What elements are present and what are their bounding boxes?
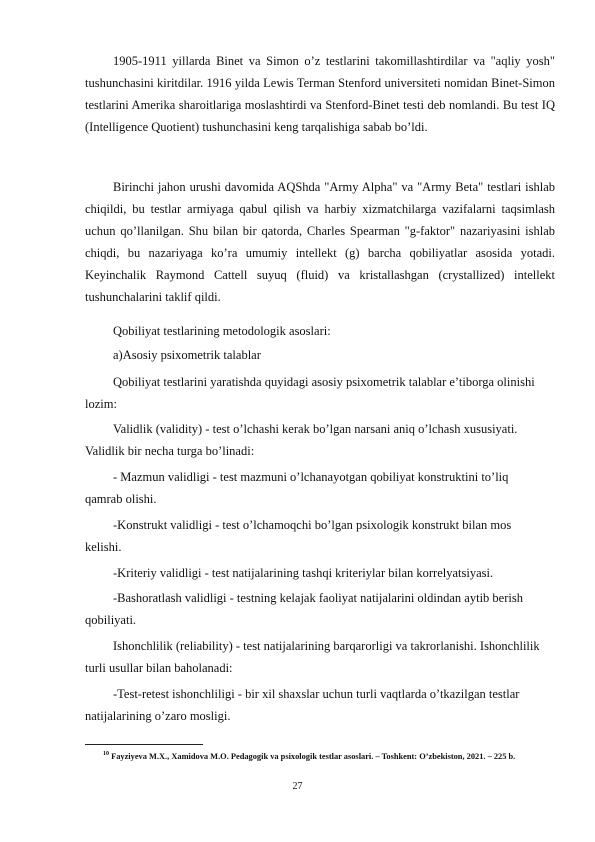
paragraph-army-tests: Birinchi jahon urushi davomida AQShda "Army Alpha" va "Army Beta" testlari ishlab chiqildi, bu testlar armiyaga qabul qilish va harbiy xizmatchilarga vazifalarni taqsimlash uchun qo’llanilgan. Shu bilan bir qatorda, Charles Spearman "g-faktor" nazariyasini ishlab chiqdi, bu nazariyaga ko’ra umumiy intellekt (g) barcha qobiliyatlar asosida yotadi. Keyinchalik Raymond Cattell suyuq (fluid) va kristallashgan (crystallized) intellekt tushunchalarini taklif qildi.	[85, 180, 555, 304]
paragraph-binet-simon: 1905-1911 yillarda Binet va Simon o’z testlarini takomillashtirdilar va "aqliy yosh" tushunchasini kiritdilar. 1916 yilda Lewis Terman Stenford universiteti nomidan Binet-Simon testlarini Amerika sharoitlariga moslashtirdi va Stenford-Binet testi deb nomlandi. Bu test IQ (Intelligence Quotient) tushunchasini keng tarqalishiga sabab bo’ldi.	[85, 54, 555, 134]
paragraph-criterion-validity: -Kriteriy validligi - test natijalarining tashqi kriteriylar bilan korrelyatsiyasi.	[113, 566, 494, 580]
page-number: 27	[292, 781, 303, 792]
footnote-number: 10	[103, 751, 109, 758]
heading-methodological-basis: Qobiliyat testlarining metodologik asoslari:	[113, 324, 331, 338]
paragraph-test-retest: -Test-retest ishonchliligi - bir xil shaxslar uchun turli vaqtlarda o’tkazilgan testlar natijalarining o’zaro mosligi.	[85, 687, 520, 723]
paragraph-requirements-intro: Qobiliyat testlarini yaratishda quyidagi asosiy psixometrik talablar e’tiborga olinishi lozim:	[85, 375, 535, 411]
paragraph-validity: Validlik (validity) - test o’lchashi kerak bo’lgan narsani aniq o’lchash xususiyati. Validlik bir necha turga bo’linadi:	[85, 422, 518, 458]
paragraph-content-validity: - Mazmun validligi - test mazmuni o’lchanayotgan qobiliyat konstruktini to’liq qamrab olishi.	[85, 470, 509, 506]
subheading-psychometric-requirements: a)Asosiy psixometrik talablar	[113, 348, 261, 362]
footnote	[103, 750, 555, 765]
paragraph-construct-validity: -Konstrukt validligi - test o’lchamoqchi bo’lgan psixologik konstrukt bilan mos kelishi.	[85, 518, 512, 554]
footnote-separator	[85, 744, 203, 745]
paragraph-reliability: Ishonchlilik (reliability) - test natijalarining barqarorligi va takrorlanishi. Ishonchlilik turli usullar bilan baholanadi:	[85, 639, 540, 675]
footnote-text: Fayziyeva M.X., Xamidova M.O. Pedagogik va psixologik testlar asoslari. – Toshkent: O’zbekiston, 2021. – 225 b.	[111, 752, 516, 761]
paragraph-predictive-validity: -Bashoratlash validligi - testning kelajak faoliyat natijalarini oldindan aytib berish qobiliyati.	[85, 591, 523, 627]
